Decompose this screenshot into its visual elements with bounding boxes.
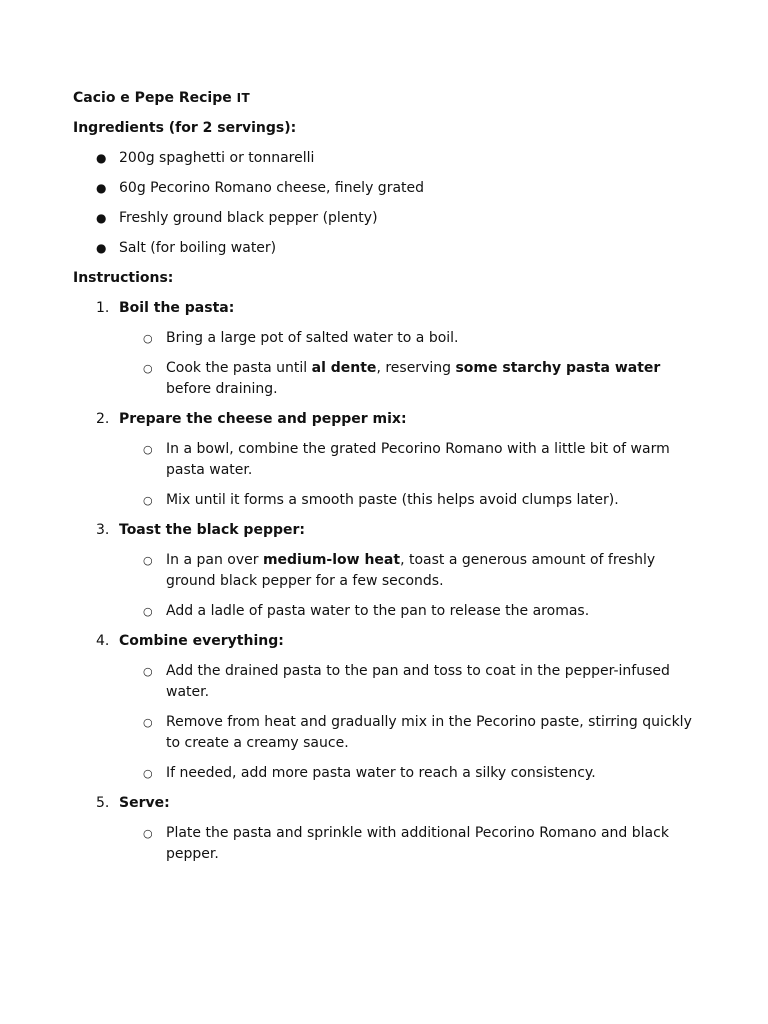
recipe-title-text: Cacio e Pepe Recipe (73, 90, 232, 106)
instruction-step (73, 631, 693, 784)
ingredient-item: ● 60g Pecorino Romano cheese, finely grated (96, 180, 425, 196)
step-number: 2. (96, 411, 110, 427)
sub-step: ○ Bring a large pot of salted water to a boil. (73, 328, 693, 349)
step-title: Boil the pasta: (119, 300, 235, 316)
instruction-step (73, 793, 693, 865)
step-title: Prepare the cheese and pepper mix: (119, 411, 407, 427)
step-title: Combine everything: (119, 633, 284, 649)
sub-step: ○ Cook the pasta until al dente, reserving some starchy pasta water before draining. (143, 360, 661, 397)
sub-step: ○ Plate the pasta and sprinkle with additional Pecorino Romano and black pepper. (143, 825, 669, 862)
ingredient-item: ● 200g spaghetti or tonnarelli (96, 150, 315, 166)
step-number: 4. (96, 633, 110, 649)
instructions-heading: Instructions: (73, 270, 174, 286)
step-number: 1. (96, 300, 110, 316)
bullet-icon: ● (96, 151, 107, 165)
recipe-document (73, 88, 693, 874)
step-title: Serve: (119, 795, 170, 811)
step-number: 3. (96, 522, 110, 538)
instruction-step (73, 298, 693, 400)
ingredient-item: ● Salt (for boiling water) (96, 240, 277, 256)
ingredients-list (73, 148, 693, 258)
sub-step: ○ In a pan over medium-low heat, toast a generous amount of freshly ground black pepper for a few seconds. (143, 552, 656, 589)
circle-bullet-icon: ○ (143, 332, 153, 345)
bullet-icon: ● (96, 181, 107, 195)
circle-bullet-icon: ○ (143, 827, 153, 840)
sub-step: ○ Mix until it forms a smooth paste (this helps avoid clumps later). (73, 490, 693, 511)
sub-step: ○ Add a ladle of pasta water to the pan to release the aromas. (73, 601, 693, 622)
sub-step: ○ Add the drained pasta to the pan and toss to coat in the pepper-infused water. (143, 663, 670, 700)
circle-bullet-icon: ○ (143, 362, 153, 375)
circle-bullet-icon: ○ (143, 665, 153, 678)
ingredient-item: ● Freshly ground black pepper (plenty) (96, 210, 378, 226)
step-title: Toast the black pepper: (119, 522, 305, 538)
circle-bullet-icon: ○ (143, 716, 153, 729)
sub-step: ○ In a bowl, combine the grated Pecorino Romano with a little bit of warm pasta water. (143, 441, 670, 478)
bullet-icon: ● (96, 211, 107, 225)
recipe-title (73, 88, 693, 108)
sub-step: ○ Remove from heat and gradually mix in the Pecorino paste, stirring quickly to create a creamy sauce. (143, 714, 692, 751)
circle-bullet-icon: ○ (143, 767, 153, 780)
bullet-icon: ● (96, 241, 107, 255)
circle-bullet-icon: ○ (143, 494, 153, 507)
instructions-list (73, 298, 693, 865)
sub-step: ○ If needed, add more pasta water to reach a silky consistency. (73, 763, 693, 784)
ingredients-heading: Ingredients (for 2 servings): (73, 120, 297, 136)
instruction-step (73, 409, 693, 511)
step-number: 5. (96, 795, 110, 811)
italy-flag-icon: IT (236, 91, 251, 105)
instruction-step (73, 520, 693, 622)
circle-bullet-icon: ○ (143, 605, 153, 618)
circle-bullet-icon: ○ (143, 554, 153, 567)
circle-bullet-icon: ○ (143, 443, 153, 456)
